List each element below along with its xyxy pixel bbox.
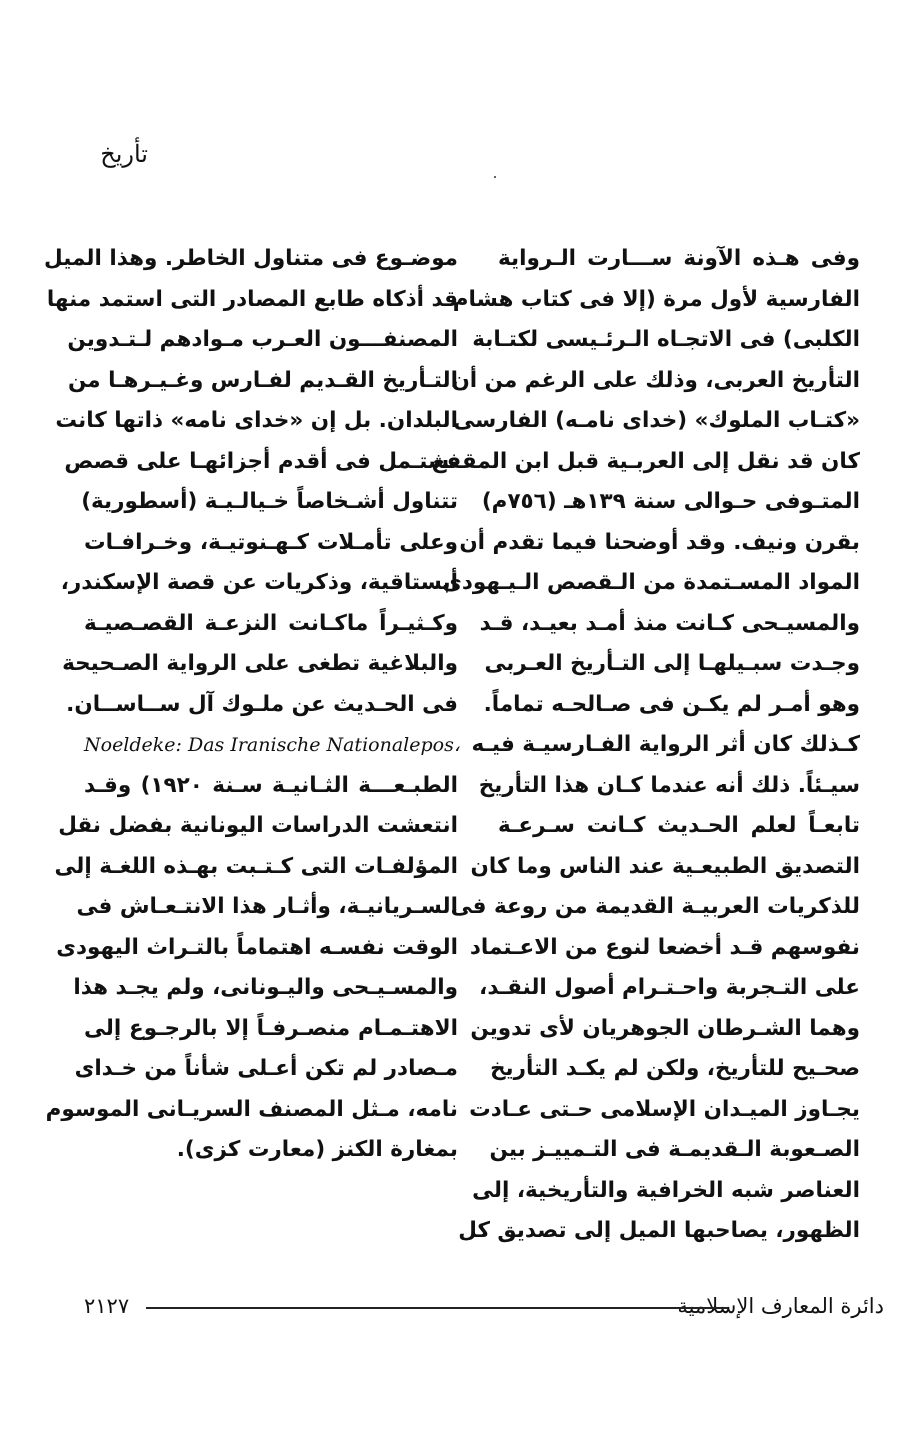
- text-line: وجـدت سبـيلهـا إلى التـأريخ العـربى: [484, 651, 860, 676]
- text-line: الصـعوبة الـقديمـة فى التـمييـز بين: [489, 1137, 860, 1162]
- text-line: المتـوفى حـوالى سنة ١٣٩هـ (٧٥٦م): [481, 489, 860, 514]
- text-line: نفوسهم قـد أخضعا لنوع من الاعـتماد: [469, 934, 860, 960]
- text-line: وفى هـذه الآونة ســـارت الـرواية: [498, 246, 860, 271]
- text-line: التصديق الطبيعـية عند الناس وما كان: [470, 853, 860, 879]
- text-line: السـريانيـة، وأثـار هذا الانتـعـاش فى: [76, 894, 458, 919]
- citation-line: Noeldeke: Das Iranische Nationalepos،: [84, 734, 460, 756]
- text-line: الاهتـمـام منصـرفـاً إلا بالرجـوع إلى: [84, 1015, 458, 1041]
- running-head: تأريخ: [100, 140, 148, 168]
- text-line: البلدان. بل إن «خداى نامه» ذاتها كانت: [55, 408, 458, 433]
- text-line: بقرن ونيف. وقد أوضحنا فيما تقدم أن: [459, 529, 860, 555]
- text-line: التأريخ العربى، وذلك على الرغم من أن: [451, 367, 860, 393]
- text-line: تتناول أشـخاصاً خـيالـيـة (أسطورية): [81, 489, 458, 514]
- text-line: كـذلك كان أثر الرواية الفـارسيـة فيـه: [471, 732, 860, 757]
- text-line: سيـئاً. ذلك أنه عندما كـان هذا التأريخ: [478, 772, 860, 798]
- text-line: والبلاغية تطغى على الرواية الصـحيحة: [62, 651, 458, 676]
- text-line: والمسـيـحى واليـونانى، ولم يجـد هذا: [73, 975, 458, 1000]
- text-line: المصنفـــون العـرب مـوادهم لـتـدوين: [67, 327, 458, 352]
- text-line: موضـوع فى متناول الخاطر. وهذا الميل: [44, 246, 458, 271]
- text-line: الكلبى) فى الاتجـاه الـرئـيسى لكتـابة: [472, 327, 860, 352]
- text-line: الظهور، يصاحبها الميل إلى تصديق كل: [458, 1218, 860, 1243]
- text-line: انتعشت الدراسات اليونانية بفضل نقل: [58, 813, 458, 838]
- print-speck: [494, 176, 496, 178]
- text-line: قد أذكاه طابع المصادر التى استمد منها: [46, 286, 458, 312]
- text-line: أبستاقية، وذكريات عن قصة الإسكندر،: [60, 570, 458, 595]
- page-footer: [84, 1286, 884, 1326]
- text-line: التـأريخ القـديم لفـارس وغـيـرهـا من: [67, 367, 458, 393]
- text-line: الوقت نفسـه اهتماماً بالتـراث اليهودى: [56, 934, 458, 960]
- footer-rule: [146, 1307, 728, 1309]
- text-line: تابعـاً لعلم الحـديث كـانت سـرعـة: [498, 813, 860, 838]
- text-line: المواد المسـتمدة من الـقصص الـيـهودى: [442, 570, 860, 595]
- text-line: كان قد نقل إلى العربـية قبل ابن المقفع: [431, 448, 860, 474]
- text-line: الفارسية لأول مرة (إلا فى كتاب هشام: [452, 286, 860, 312]
- text-line: وهما الشـرطان الجوهريان لأى تدوين: [470, 1015, 860, 1041]
- text-line: على التـجربة واحـتـرام أصول النقـد،: [479, 975, 860, 1000]
- text-line: بمغارة الكنز (معارت كزى).: [176, 1137, 458, 1162]
- text-line: وكـثيـراً ماكـانت النزعـة القصـصيـة: [84, 610, 458, 636]
- text-line: وهو أمـر لم يكـن فى صـالحـه تماماً.: [483, 691, 860, 717]
- text-line: للذكريات العربيـة القديمة من روعة فى: [450, 894, 860, 919]
- text-line: صحـيح للتأريخ، ولكن لم يكـد التأريخ: [490, 1056, 860, 1081]
- text-line: وعلى تأمـلات كـهـنوتيـة، وخـرافـات: [84, 529, 458, 555]
- text-line: العناصر شبه الخرافية والتأريخية، إلى: [472, 1177, 860, 1203]
- text-line: مـصادر لم تكن أعـلى شأناً من خـداى: [74, 1056, 458, 1081]
- journal-title: دائرة المعارف الإسلامية: [677, 1294, 884, 1318]
- text-line: يجـاوز الميـدان الإسلامى حـتى عـادت: [469, 1096, 860, 1122]
- right-column: [431, 239, 860, 1252]
- text-line: نامه، مـثل المصنف السريـانى الموسوم: [45, 1096, 458, 1122]
- text-line: «كتـاب الملوك» (خداى نامـه) الفارسى: [453, 408, 860, 433]
- text-line: المؤلفـات التى كـتـبت بهـذه اللغـة إلى: [54, 853, 458, 879]
- text-line: تشتـمل فى أقدم أجزائهـا على قصص: [64, 448, 458, 474]
- text-line: الطبـعـــة الثـانيـة سـنة ١٩٢٠) وقـد: [84, 772, 458, 798]
- text-line: والمسيـحى كـانت منذ أمـد بعيـد، قـد: [479, 610, 860, 636]
- text-line: فى الحـديث عن ملـوك آل ســاســان.: [66, 691, 458, 717]
- left-column: [44, 239, 460, 1171]
- page-number: ٢١٢٧: [84, 1294, 130, 1318]
